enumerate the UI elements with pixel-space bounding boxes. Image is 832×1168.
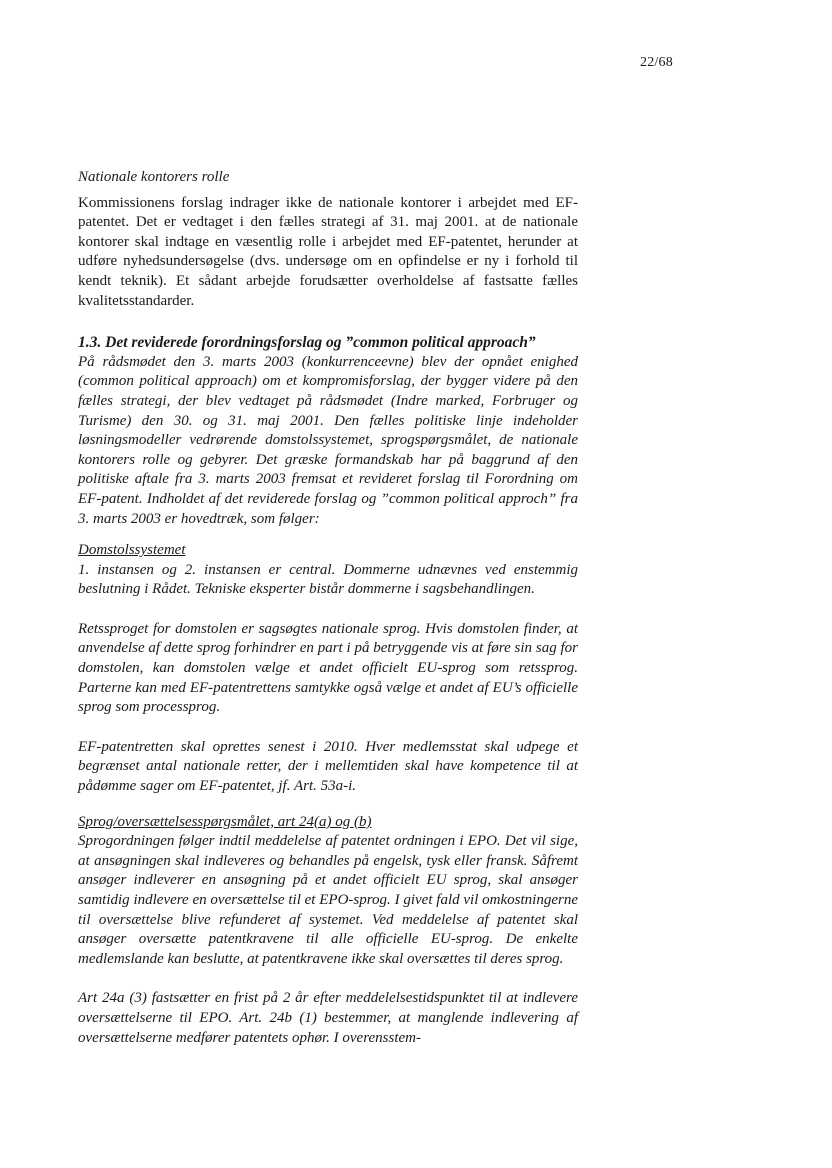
heading-language-translation: Sprog/oversættelsesspørgsmålet, art 24(a) og (b) bbox=[78, 813, 372, 830]
paragraph-art-24a: Art 24a (3) fastsætter en frist på 2 år efter meddelelsestidspunktet til at indlevere oversættelserne til EPO. Art. 24b (1) bestemmer, at manglende indlevering af oversættelserne medfører patentets ophør. I overensstem- bbox=[78, 990, 578, 1046]
page-number: 22/68 bbox=[640, 55, 673, 70]
paragraph-court-establishment: EF-patentretten skal oprettes senest i 2010. Hver medlemsstat skal udpege et begrænset antal nationale retter, der i mellemtiden skal have kompetence til at pådømme sager om EF-patentet, jf. Art. 53a-i. bbox=[78, 738, 578, 795]
heading-national-offices: Nationale kontorers rolle bbox=[78, 169, 230, 185]
heading-court-system: Domstolssystemet bbox=[78, 542, 186, 559]
section-heading-revised-proposal: 1.3. Det reviderede forordningsforslag og ”common political approach” bbox=[78, 334, 536, 352]
page-content bbox=[78, 168, 578, 1048]
paragraph-court-instances: 1. instansen og 2. instansen er central. Dommerne udnævnes ved enstemmig beslutning i Rådet. Tekniske eksperter bistår dommerne i sagsbehandlingen. bbox=[78, 561, 578, 598]
paragraph-court-language: Retssproget for domstolen er sagsøgtes nationale sprog. Hvis domstolen finder, at anvendelse af dette sprog forhindrer en part i på betryggende vis at føre sin sag for domstolen, kan domstolen vælge et andet officielt EU-sprog som retssprog. Parterne kan med EF-patentrettens samtykke også vælge et andet af EU’s officielle sprog som processprog. bbox=[78, 620, 578, 716]
paragraph-language-arrangement: Sprogordningen følger indtil meddelelse af patentet ordningen i EPO. Det vil sige, at ansøgningen skal indleveres og behandles på engelsk, tysk eller fransk. Såfremt ansøger indleverer en ansøgning på et andet officielt EU sprog, skal ansøger samtidig indlevere en oversættelse til et EPO-sprog. I givet fald vil omkostningerne til oversættelse blive refunderet af systemet. Ved meddelelse af patentet skal ansøger oversætte patentkravene til alle officielle EU-sprog. De enkelte medlemslande kan beslutte, at patentkravene ikke skal oversættes til deres sprog. bbox=[78, 833, 578, 967]
paragraph-revised-proposal: På rådsmødet den 3. marts 2003 (konkurrenceevne) blev der opnået enighed (common political approach) om et kompromisforslag, der bygger videre på den fælles strategi, der blev vedtaget på rådsmødet (Indre marked, Forbruger og Turisme) den 30. og 31. maj 2001. Den fælles politiske linje indeholder løsningsmodeller vedrørende domstolssystemet, sprogspørgsmålet, de nationale kontorers rolle og gebyrer. Det græske formandskab har på baggrund af den politiske aftale fra 3. marts 2003 fremsat et revideret forslag til Forordning om EF-patent. Indholdet af det reviderede forslag og ”common political approch” fra 3. marts 2003 er hovedtræk, som følger: bbox=[78, 353, 578, 527]
paragraph-national-offices: Kommissionens forslag indrager ikke de nationale kontorer i arbejdet med EF-patentet. Det er vedtaget i den fælles strategi af 31. maj 2001. at de nationale kontorer skal indtage en væsentlig rolle i arbejdet med EF-patentet, herunder at udføre nyhedsundersøgelse (dvs. undersøge om en opfindelse er ny i forhold til kendt teknik). Et sådant arbejde forudsætter overholdelse af fastsatte fælles kvalitetsstandarder. bbox=[78, 194, 578, 309]
